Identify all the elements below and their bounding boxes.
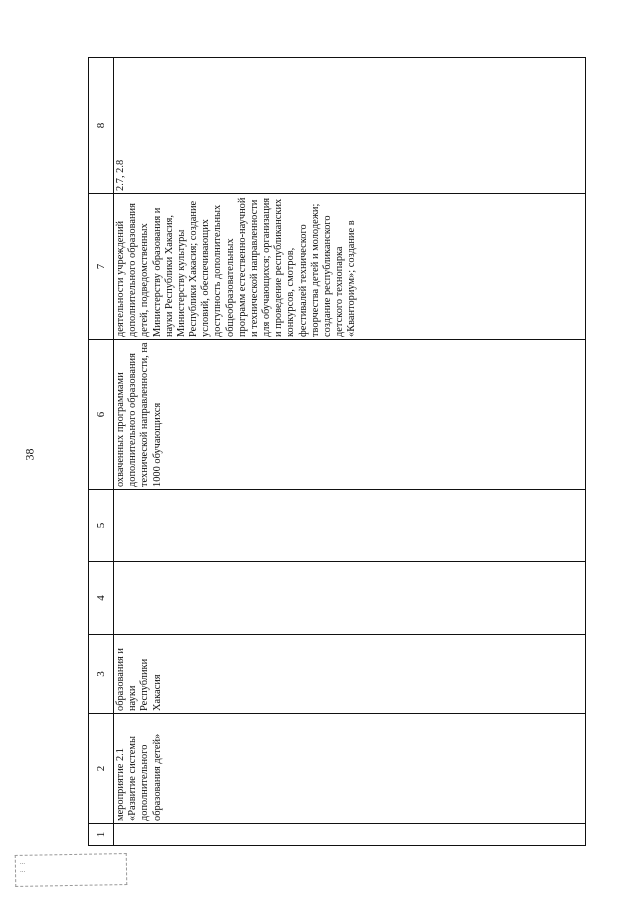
stamp-line: ... xyxy=(19,857,26,866)
column-header-2: 2 xyxy=(89,714,114,824)
column-header-5: 5 xyxy=(89,490,114,562)
table-row xyxy=(114,58,586,846)
column-header-8: 8 xyxy=(89,58,114,194)
cell-description: деятельности учреждений дополнительного образования детей, подведомственных Министерству образования и науки Республики Хакасия, Министерству культуры Республики Хакасия; создание условий, обеспечивающих доступность дополнительных общеобразовательных программ естественно-научной и технической направленности для обучающихся; организация и проведение республиканских конкурсов, смотров, фестивалей технического творчества детей и молодежи; создание республиканского детского технопарка «Кванториум»; создание в xyxy=(114,194,586,340)
column-header-3: 3 xyxy=(89,635,114,714)
stamp xyxy=(15,853,128,887)
stamp-line: ... xyxy=(19,865,26,874)
table-header-row xyxy=(89,58,114,846)
column-header-4: 4 xyxy=(89,562,114,635)
column-header-7: 7 xyxy=(89,194,114,340)
page-number: 38 xyxy=(22,448,37,461)
cell-column-5 xyxy=(114,490,586,562)
column-header-6: 6 xyxy=(89,340,114,490)
cell-number xyxy=(114,824,586,846)
program-table xyxy=(88,57,586,846)
cell-activity: мероприятие 2.1 «Развитие системы дополнительного образования детей» xyxy=(114,714,586,824)
cell-reference: 2.7, 2.8 xyxy=(114,58,586,194)
cell-executor: образования и науки Республики Хакасия xyxy=(114,635,586,714)
cell-column-4 xyxy=(114,562,586,635)
cell-indicator: охваченных программами дополнительного образования технической направленности, на 1000 обучающихся xyxy=(114,340,586,490)
column-header-1: 1 xyxy=(89,824,114,846)
